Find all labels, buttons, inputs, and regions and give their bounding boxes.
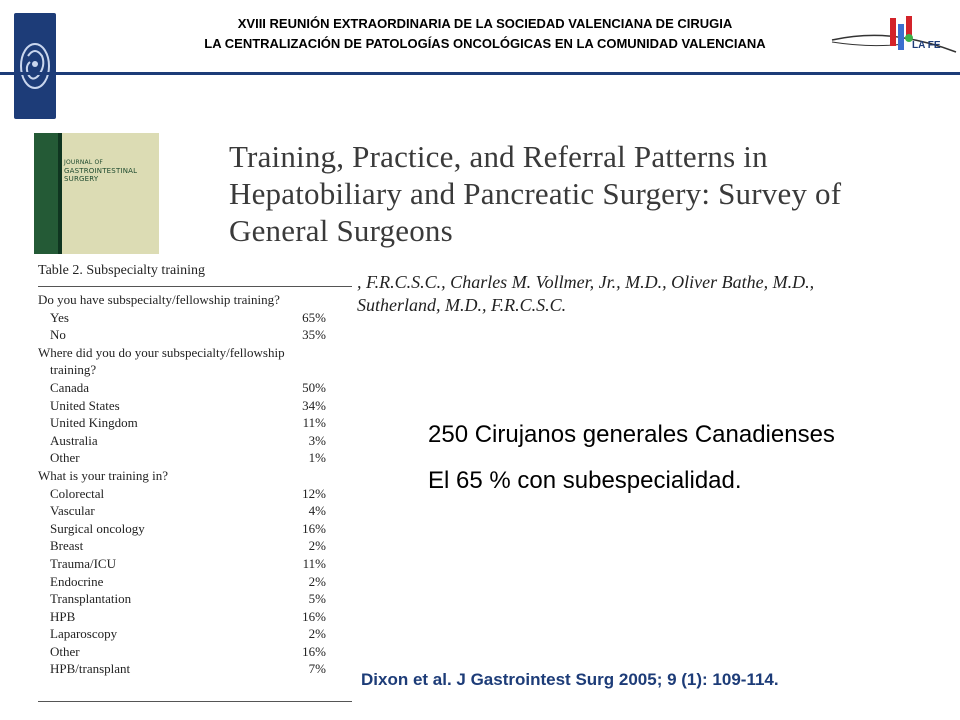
table-row-label: HPB xyxy=(50,608,76,624)
table-row-value: 16% xyxy=(302,608,326,624)
la-fe-logo xyxy=(830,12,958,62)
table-row-value: 5% xyxy=(308,591,326,607)
table-row-value: 11% xyxy=(302,555,326,571)
cover-title xyxy=(64,159,156,183)
table-row-label: No xyxy=(50,327,66,343)
table-row xyxy=(38,590,352,608)
table-top-rule xyxy=(38,286,352,287)
table-row xyxy=(38,379,352,397)
cover-line-3: SURGERY xyxy=(64,175,99,183)
cover-spine-edge xyxy=(58,133,62,254)
citation: Dixon et al. J Gastrointest Surg 2005; 9 (1): 109-114. xyxy=(361,670,779,689)
table-row-value: 1% xyxy=(308,450,326,466)
table-row-value: 11% xyxy=(302,415,326,431)
table-row-label: Vascular xyxy=(50,503,95,519)
summary-text xyxy=(428,421,928,494)
table-row-label: Do you have subspecialty/fellowship training? xyxy=(38,292,280,307)
table-bottom-rule xyxy=(38,701,352,702)
table-row xyxy=(38,432,352,450)
table-row-label: HPB/transplant xyxy=(50,661,131,677)
table-row xyxy=(38,344,352,362)
article-title: Training, Practice, and Referral Patterns in Hepatobiliary and Pancreatic Surgery: Survey of General Surgeons xyxy=(229,139,842,248)
table-row-label: training? xyxy=(50,362,97,378)
table-row xyxy=(38,361,352,379)
table-row xyxy=(38,520,352,538)
journal-cover-image xyxy=(34,133,159,254)
article-authors xyxy=(357,271,877,317)
header-divider xyxy=(0,72,960,75)
cover-line-2: GASTROINTESTINAL xyxy=(64,167,138,175)
table-row-value: 16% xyxy=(302,643,326,659)
cover-line-1: JOURNAL OF xyxy=(64,159,104,166)
table-row-label: Breast xyxy=(50,538,84,554)
la-fe-emblem-icon xyxy=(830,12,958,62)
table-row-label: What is your training in? xyxy=(38,467,168,483)
table-row-value: 7% xyxy=(308,661,326,677)
table-title: Table 2. Subspecialty training xyxy=(38,263,205,278)
table-row-label: Other xyxy=(50,450,80,466)
table-row xyxy=(38,643,352,661)
society-emblem-icon xyxy=(16,36,54,96)
table-row xyxy=(38,449,352,467)
cover-spine xyxy=(34,133,60,254)
table-row-label: Canada xyxy=(50,379,89,395)
table-row xyxy=(38,573,352,591)
table-row-value: 4% xyxy=(308,503,326,519)
table-row xyxy=(38,397,352,415)
table-row-label: Laparoscopy xyxy=(50,626,118,642)
table-row-value: 2% xyxy=(308,538,326,554)
society-logo xyxy=(14,13,56,119)
table-row-value: 65% xyxy=(302,309,326,325)
table-row-value: 35% xyxy=(302,327,326,343)
table-row-label: Other xyxy=(50,643,80,659)
table-row-label: Yes xyxy=(50,309,69,325)
table-row-value: 50% xyxy=(302,379,326,395)
table-row-value: 34% xyxy=(302,397,326,413)
table-row-label: Surgical oncology xyxy=(50,520,145,536)
table-row-label: Trauma/ICU xyxy=(50,555,116,571)
table-row xyxy=(38,502,352,520)
table-row-label: Where did you do your subspecialty/fellowship xyxy=(38,344,285,360)
table-body xyxy=(38,291,352,678)
table-row-value: 3% xyxy=(308,432,326,448)
authors-line-2: Sutherland, M.D., F.R.C.S.C. xyxy=(357,295,567,315)
summary-line-2: El 65 % con subespecialidad. xyxy=(428,467,742,494)
table-row-label: Transplantation xyxy=(50,591,132,607)
table-row-value: 2% xyxy=(308,626,326,642)
table-row xyxy=(38,625,352,643)
table-row-label: United Kingdom xyxy=(50,415,138,431)
table-row xyxy=(38,291,352,309)
header-title xyxy=(90,14,880,54)
table-row-value: 2% xyxy=(308,573,326,589)
header-line-1: XVIII REUNIÓN EXTRAORDINARIA DE LA SOCIEDAD VALENCIANA DE CIRUGIA xyxy=(237,16,733,31)
table-row xyxy=(38,537,352,555)
table-row-value: 16% xyxy=(302,520,326,536)
la-fe-label: LA FE xyxy=(912,40,941,51)
table-row xyxy=(38,660,352,678)
table-row-value: 12% xyxy=(302,485,326,501)
table-row xyxy=(38,326,352,344)
table-row-label: United States xyxy=(50,397,120,413)
table-row-label: Australia xyxy=(50,432,98,448)
table-row xyxy=(38,309,352,327)
table-row xyxy=(38,555,352,573)
table-row xyxy=(38,608,352,626)
table-row-label: Endocrine xyxy=(50,573,104,589)
table-row xyxy=(38,467,352,485)
table-row xyxy=(38,414,352,432)
header-line-2: LA CENTRALIZACIÓN DE PATOLOGÍAS ONCOLÓGICAS EN LA COMUNIDAD VALENCIANA xyxy=(204,36,766,51)
table-row xyxy=(38,485,352,503)
table-row-label: Colorectal xyxy=(50,485,105,501)
summary-line-1: 250 Cirujanos generales Canadienses xyxy=(428,421,835,448)
subspecialty-table xyxy=(38,262,352,702)
authors-line-1: , F.R.C.S.C., Charles M. Vollmer, Jr., M.D., Oliver Bathe, M.D., xyxy=(357,272,815,292)
